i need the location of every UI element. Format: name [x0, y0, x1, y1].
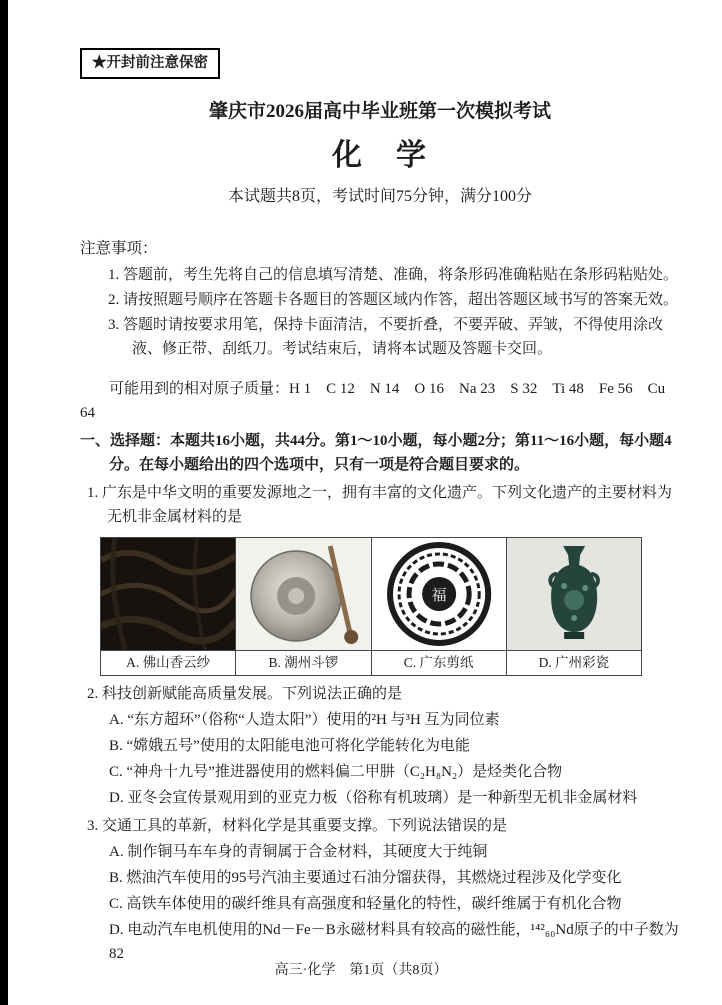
exam-title: 肇庆市2026届高中毕业班第一次模拟考试 — [208, 101, 551, 123]
photo-guangzhou-porcelain — [506, 537, 641, 650]
security-notice: ★开封前注意保密 — [80, 48, 220, 79]
q1-option-a-caption: A. 佛山香云纱 — [101, 650, 236, 675]
svg-text:福: 福 — [431, 587, 447, 604]
q2-option-d: D. 亚冬会宣传景观用到的亚克力板（俗称有机玻璃）是一种新型无机非金属材料 — [109, 789, 638, 806]
question-2-stem: 2. 科技创新赋能高质量发展。下列说法正确的是 — [87, 685, 403, 702]
notice-item-2: 2. 请按照题号顺序在答题卡各题目的答题区域内作答，超出答题区域书写的答案无效。 — [108, 291, 679, 308]
q3-option-c: C. 高铁车体使用的碳纤维具有高强度和轻量化的特性，碳纤维属于有机化合物 — [109, 895, 622, 912]
atomic-mass-line: 可能用到的相对原子质量：H 1 C 12 N 14 O 16 Na 23 S 32 Ti 48 Fe 56 Cu 64 — [80, 380, 666, 421]
subject-title: 化 学 — [332, 138, 428, 172]
q2-option-c: C. “神舟十九号”推进器使用的燃料偏二甲肼（C₂H₈N₂）是烃类化合物 — [109, 763, 563, 780]
porcelain-vase-image — [507, 538, 641, 650]
question-1-stem: 1. 广东是中华文明的重要发源地之一，拥有丰富的文化遗产。下列文化遗产的主要材料为无机非金属材料的是 — [87, 484, 673, 525]
q2-option-b: B. “嫦娥五号”使用的太阳能电池可将化学能转化为电能 — [109, 737, 470, 754]
page-footer: 高三·化学 第1页（共8页） — [274, 963, 448, 978]
notice-item-1: 1. 答题前，考生先将自己的信息填写清楚、准确，将条形码准确粘贴在条形码粘贴处。 — [108, 266, 679, 283]
notice-heading: 注意事项： — [80, 240, 158, 258]
notice-item-3: 3. 答题时请按要求用笔，保持卡面清洁，不要折叠，不要弄破、弄皱，不得使用涂改液、修正带、刮纸刀。考试结束后，请将本试题及答题卡交回。 — [108, 316, 664, 357]
photo-guangdong-papercut — [371, 537, 506, 650]
q1-option-b-caption: B. 潮州斗锣 — [236, 650, 371, 675]
papercut-image — [372, 538, 506, 650]
gong-image — [236, 538, 370, 650]
silk-fabric-image — [101, 538, 235, 650]
photo-chaozhou-gong — [236, 537, 371, 650]
q2-option-a: A. “东方超环”（俗称“人造太阳”）使用的²H 与³H 互为同位素 — [109, 711, 500, 728]
question-3-stem: 3. 交通工具的革新，材料化学是其重要支撑。下列说法错误的是 — [87, 817, 508, 834]
section1-heading: 一、选择题：本题共16小题，共44分。第1～10小题，每小题2分；第11～16小题，每小题4分。在每小题给出的四个选项中，只有一项是符合题目要求的。 — [80, 432, 672, 473]
q1-option-d-caption: D. 广州彩瓷 — [506, 650, 641, 675]
q3-option-a: A. 制作铜马车车身的青铜属于合金材料，其硬度大于纯铜 — [109, 843, 488, 860]
q1-option-c-caption: C. 广东剪纸 — [371, 650, 506, 675]
photo-foshan-silk — [101, 537, 236, 650]
exam-info: 本试题共8页，考试时间75分钟，满分100分 — [227, 187, 532, 205]
q3-option-d: D. 电动汽车电机使用的Nd－Fe－B永磁材料具有较高的磁性能，¹⁴²₆₀Nd原子的中子数为82 — [109, 921, 679, 962]
question-1-image-table — [100, 537, 642, 676]
q3-option-b: B. 燃油汽车使用的95号汽油主要通过石油分馏获得，其燃烧过程涉及化学变化 — [109, 869, 622, 886]
